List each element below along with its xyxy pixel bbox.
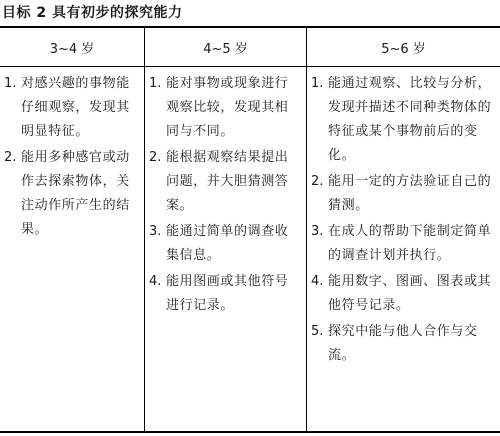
list-item — [149, 72, 300, 144]
list-item — [149, 146, 300, 218]
item-text: 在成人的帮助下能制定简单的调查计划并执行。 — [328, 224, 492, 263]
item-number: 3. — [149, 224, 162, 239]
list-item — [4, 72, 138, 144]
list-item — [311, 170, 494, 218]
item-text: 能用一定的方法验证自己的猜测。 — [328, 174, 492, 213]
item-number: 4. — [311, 274, 324, 289]
item-number: 1. — [4, 76, 17, 91]
list-item — [311, 220, 494, 268]
list-item — [311, 72, 494, 168]
item-text: 探究中能与他人合作与交流。 — [328, 324, 478, 363]
item-text: 能通过观察、比较与分析，发现并描述不同种类物体的特征或某个事物前后的变化。 — [328, 76, 492, 163]
item-number: 1. — [311, 76, 324, 91]
list-item — [311, 270, 494, 318]
table-header-row — [0, 28, 500, 67]
column-header-age-5-6: 5~6 岁 — [381, 41, 426, 57]
item-number: 4. — [149, 274, 162, 289]
item-text: 能对事物或现象进行观察比较，发现其相同与不同。 — [166, 76, 289, 139]
item-text: 能用多种感官或动作去探索物体，关注动作所产生的结果。 — [21, 150, 130, 237]
item-text: 能根据观察结果提出问题，并大胆猜测答案。 — [166, 150, 289, 213]
list-item — [311, 320, 494, 368]
item-text: 能通过简单的调查收集信息。 — [166, 224, 289, 263]
list-item — [149, 270, 300, 318]
page-title: 目标 2 具有初步的探究能力 — [2, 5, 183, 21]
item-text: 对感兴趣的事物能仔细观察，发现其明显特征。 — [21, 76, 130, 139]
item-number: 2. — [4, 150, 17, 165]
list-item — [4, 146, 138, 242]
item-number: 3. — [311, 224, 324, 239]
item-text: 能用数字、图画、图表或其他符号记录。 — [328, 274, 492, 313]
item-number: 1. — [149, 76, 162, 91]
goals-cell-age-5-6 — [307, 67, 500, 431]
goals-table — [0, 26, 500, 433]
column-header-age-3-4: 3~4 岁 — [0, 28, 145, 66]
goals-cell-age-4-5 — [145, 67, 307, 431]
table-body-row — [0, 67, 500, 431]
list-item — [149, 220, 300, 268]
item-number: 2. — [311, 174, 324, 189]
column-header-age-4-5: 4~5 岁 — [145, 28, 307, 66]
item-number: 5. — [311, 324, 324, 339]
item-text: 能用图画或其他符号进行记录。 — [166, 274, 289, 313]
goals-cell-age-3-4 — [0, 67, 145, 431]
item-number: 2. — [149, 150, 162, 165]
